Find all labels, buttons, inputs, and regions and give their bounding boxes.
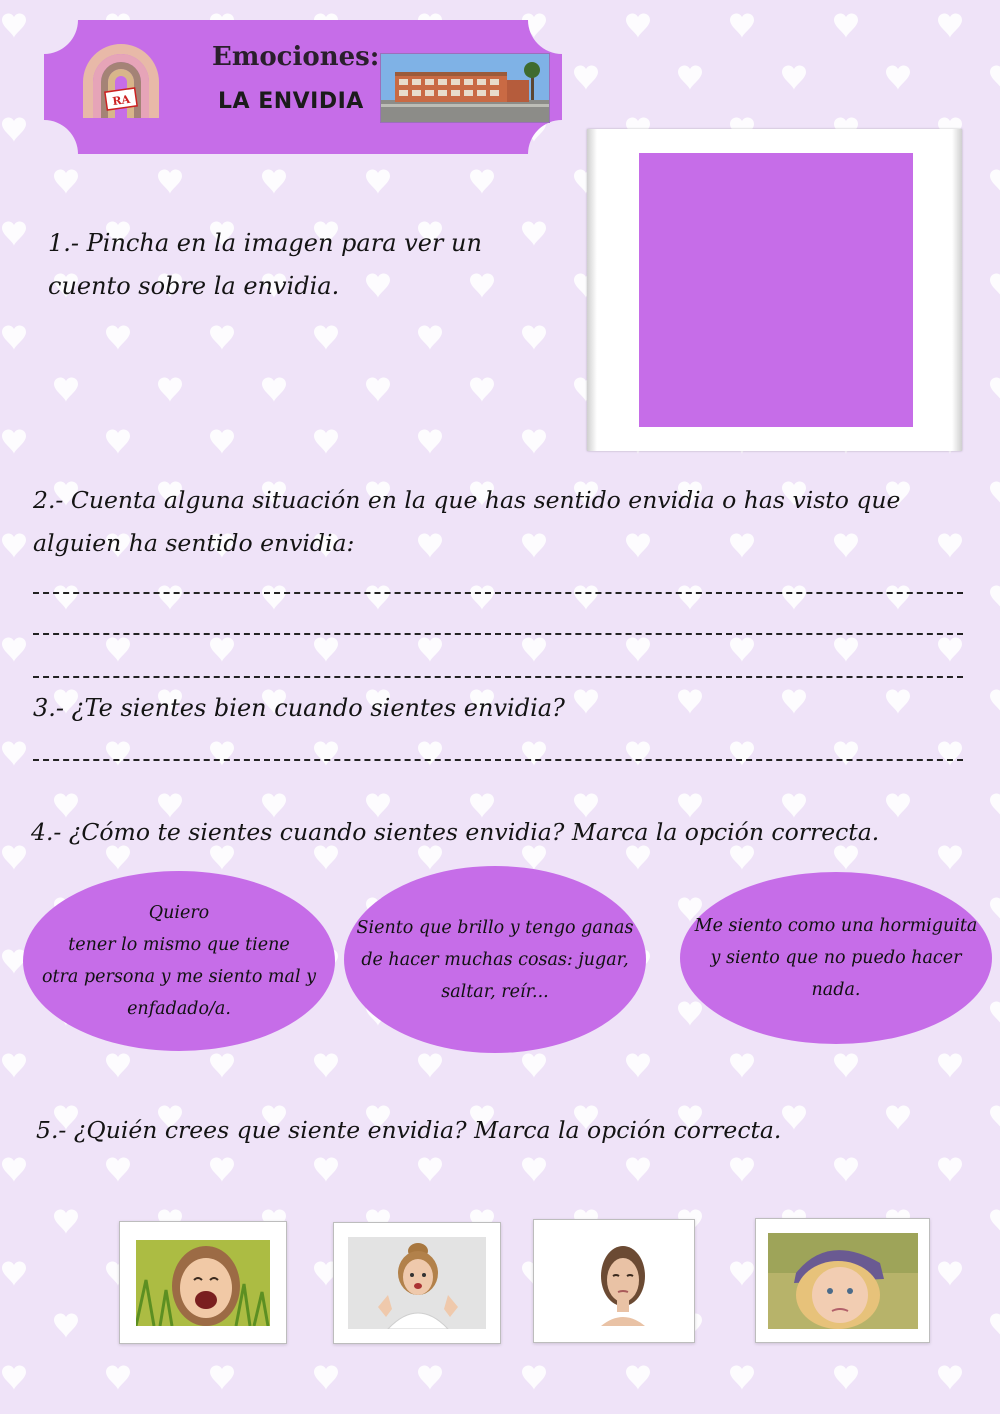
option-2-line-2: de hacer muchas cosas: jugar, [361,949,629,970]
photo-option-suspicious-woman[interactable] [533,1219,695,1343]
option-envy-feeling[interactable] [23,871,335,1051]
option-small-feeling[interactable] [680,872,992,1044]
story-video-player[interactable] [639,153,913,427]
school-building-photo [380,53,550,123]
story-video-frame[interactable] [587,129,962,451]
photo-option-stressed-woman[interactable] [333,1222,501,1344]
answer-line-4[interactable] [33,759,963,761]
option-1-line-2: tener lo mismo que tiene [68,935,290,955]
question-4: 4.- ¿Cómo te sientes cuando sientes envidia? Marca la opción correcta. [31,818,880,846]
option-3-line-1: Me siento como una hormiguita [694,916,978,936]
answer-line-2[interactable] [33,633,963,635]
question-5: 5.- ¿Quién crees que siente envidia? Marca la opción correcta. [36,1116,782,1144]
logo-initials: RA [111,92,131,109]
option-1-line-1: Quiero [148,903,210,923]
page-subtitle: LA ENVIDIA [218,89,364,114]
option-3-line-2: y siento que no puedo hacer [710,948,962,968]
school-logo-icon [80,42,162,118]
photo-option-crying-child[interactable] [755,1218,930,1343]
page-title: Emociones: [212,42,380,72]
stressed-woman-photo [348,1237,486,1329]
option-1-line-3: otra persona y me siento mal y [41,967,316,987]
question-3: 3.- ¿Te sientes bien cuando sientes envidia? [33,694,565,722]
option-1-line-4: enfadado/a. [127,999,231,1019]
option-2-line-3: saltar, reír... [441,981,549,1002]
option-2-line-1: Siento que brillo y tengo ganas [356,917,634,938]
suspicious-woman-photo [551,1236,677,1326]
option-happy-feeling[interactable] [344,866,646,1053]
laughing-girl-photo [136,1240,270,1326]
answer-line-3[interactable] [33,676,963,678]
option-3-line-3: nada. [811,980,861,1000]
question-2: 2.- Cuenta alguna situación en la que has sentido envidia o has visto que alguien ha sentido envidia: [33,486,901,557]
photo-option-laughing-girl[interactable] [119,1221,287,1344]
question-1: 1.- Pincha en la imagen para ver un cuento sobre la envidia. [48,229,482,300]
crying-child-photo [768,1233,918,1329]
answer-line-1[interactable] [33,592,963,594]
